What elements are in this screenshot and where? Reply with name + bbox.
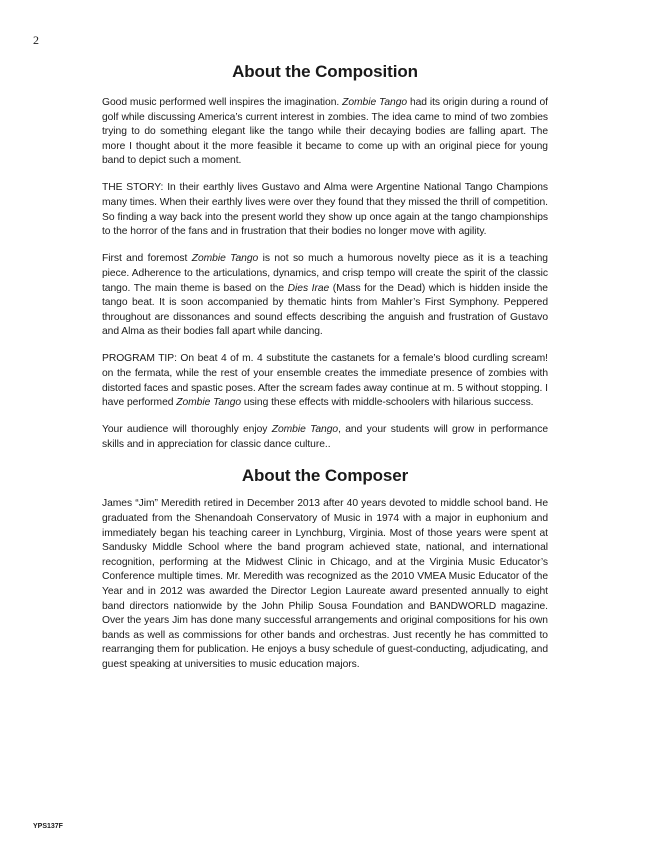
text-run: PROGRAM TIP: On beat 4 of m. 4 substitute the castanets for a female’s blood curdling scream! on the fermata, while the rest of your ensemble creates the immediate presence of zombies with distorted faces and spastic poses. After the scream fades away continue at m. 5 without stopping. I have performed — [102, 353, 548, 409]
text-run: using these effects with middle-schoolers with hilarious success. — [241, 397, 534, 409]
composition-paragraph-program-tip — [102, 352, 548, 410]
composer-biography: James “Jim” Meredith retired in December 2013 after 40 years devoted to middle school band. He graduated from the Shenandoah Conservatory of Music in 1974 with a major in euphonium and immediately began his teaching career in Lynchburg, Virginia. Most of those years were spent at Sandusky Middle School where the band program achieved state, national, and international recognition, performing at the Midwest Clinic in Chicago, and at the Virginia Music Educator’s Conference multiple times. Mr. Meredith was recognized as the 2010 VMEA Music Educator of the Year and in 2012 was awarded the Director Legion Laureate award presented annually to eight band directors nationwide by the John Philip Sousa Foundation and BANDWORLD magazine. Over the years Jim has done many successful arrangements and original compositions for his own bands as well as commissions for other bands and orchestras. Just recently he has committed to rearranging them for publication. He enjoys a busy schedule of guest-conducting, adjudicating, and guest speaking at universities to music education majors. — [102, 498, 548, 670]
catalog-code: YPS137F — [33, 823, 63, 830]
text-run: Your audience will thoroughly enjoy — [102, 424, 272, 436]
text-run: , and your students will grow in performance skills and in appreciation for classic dance culture.. — [102, 424, 548, 450]
text-run: (Mass for the Dead) which is hidden inside the tango beat. It is soon accompanied by thematic hints from Mahler’s First Symphony. Peppered throughout are dissonances and sound effects describing the anguish and frustration of Gustavo and Alma as their bodies fall apart while dancing. — [102, 282, 548, 338]
composition-heading: About the Composition — [232, 62, 418, 81]
composition-paragraph-origin — [102, 96, 548, 169]
work-title: Zombie Tango — [176, 397, 242, 409]
text-run: Good music performed well inspires the imagination. — [102, 97, 343, 108]
work-title: Zombie Tango — [342, 97, 408, 108]
composition-paragraph-teaching — [102, 252, 548, 340]
composition-paragraph-story: THE STORY: In their earthly lives Gustavo and Alma were Argentine National Tango Champions many times. When their earthly lives were over they found that they missed the thrill of competition. So finding a way back into the present world they show up once again at the tango championships to the horror of the fans and in frustration that their bodies no longer move with agility. — [102, 182, 548, 238]
work-title: Zombie Tango — [271, 424, 339, 436]
text-run: had its origin during a round of golf while discussing America’s current interest in zombies. The idea came to mind of two zombies trying to do something elegant like the tango while their decaying bodies are falling apart. The more I thought about it the more feasible it became to come up with an original piece for young band to depict such a moment. — [102, 97, 548, 167]
work-title: Zombie Tango — [191, 253, 259, 265]
text-run: is not so much a humorous novelty piece as it is a teaching piece. Adherence to the articulations, dynamics, and crisp tempo will create the spirit of the classic tango. The main theme is based on the — [102, 253, 548, 294]
page-number: 2 — [33, 33, 39, 47]
dies-irae-title: Dies Irae — [287, 282, 330, 294]
text-run: First and foremost — [102, 253, 192, 265]
composition-paragraph-audience — [102, 423, 548, 452]
page-content — [102, 62, 548, 673]
composer-heading: About the Composer — [241, 466, 409, 486]
